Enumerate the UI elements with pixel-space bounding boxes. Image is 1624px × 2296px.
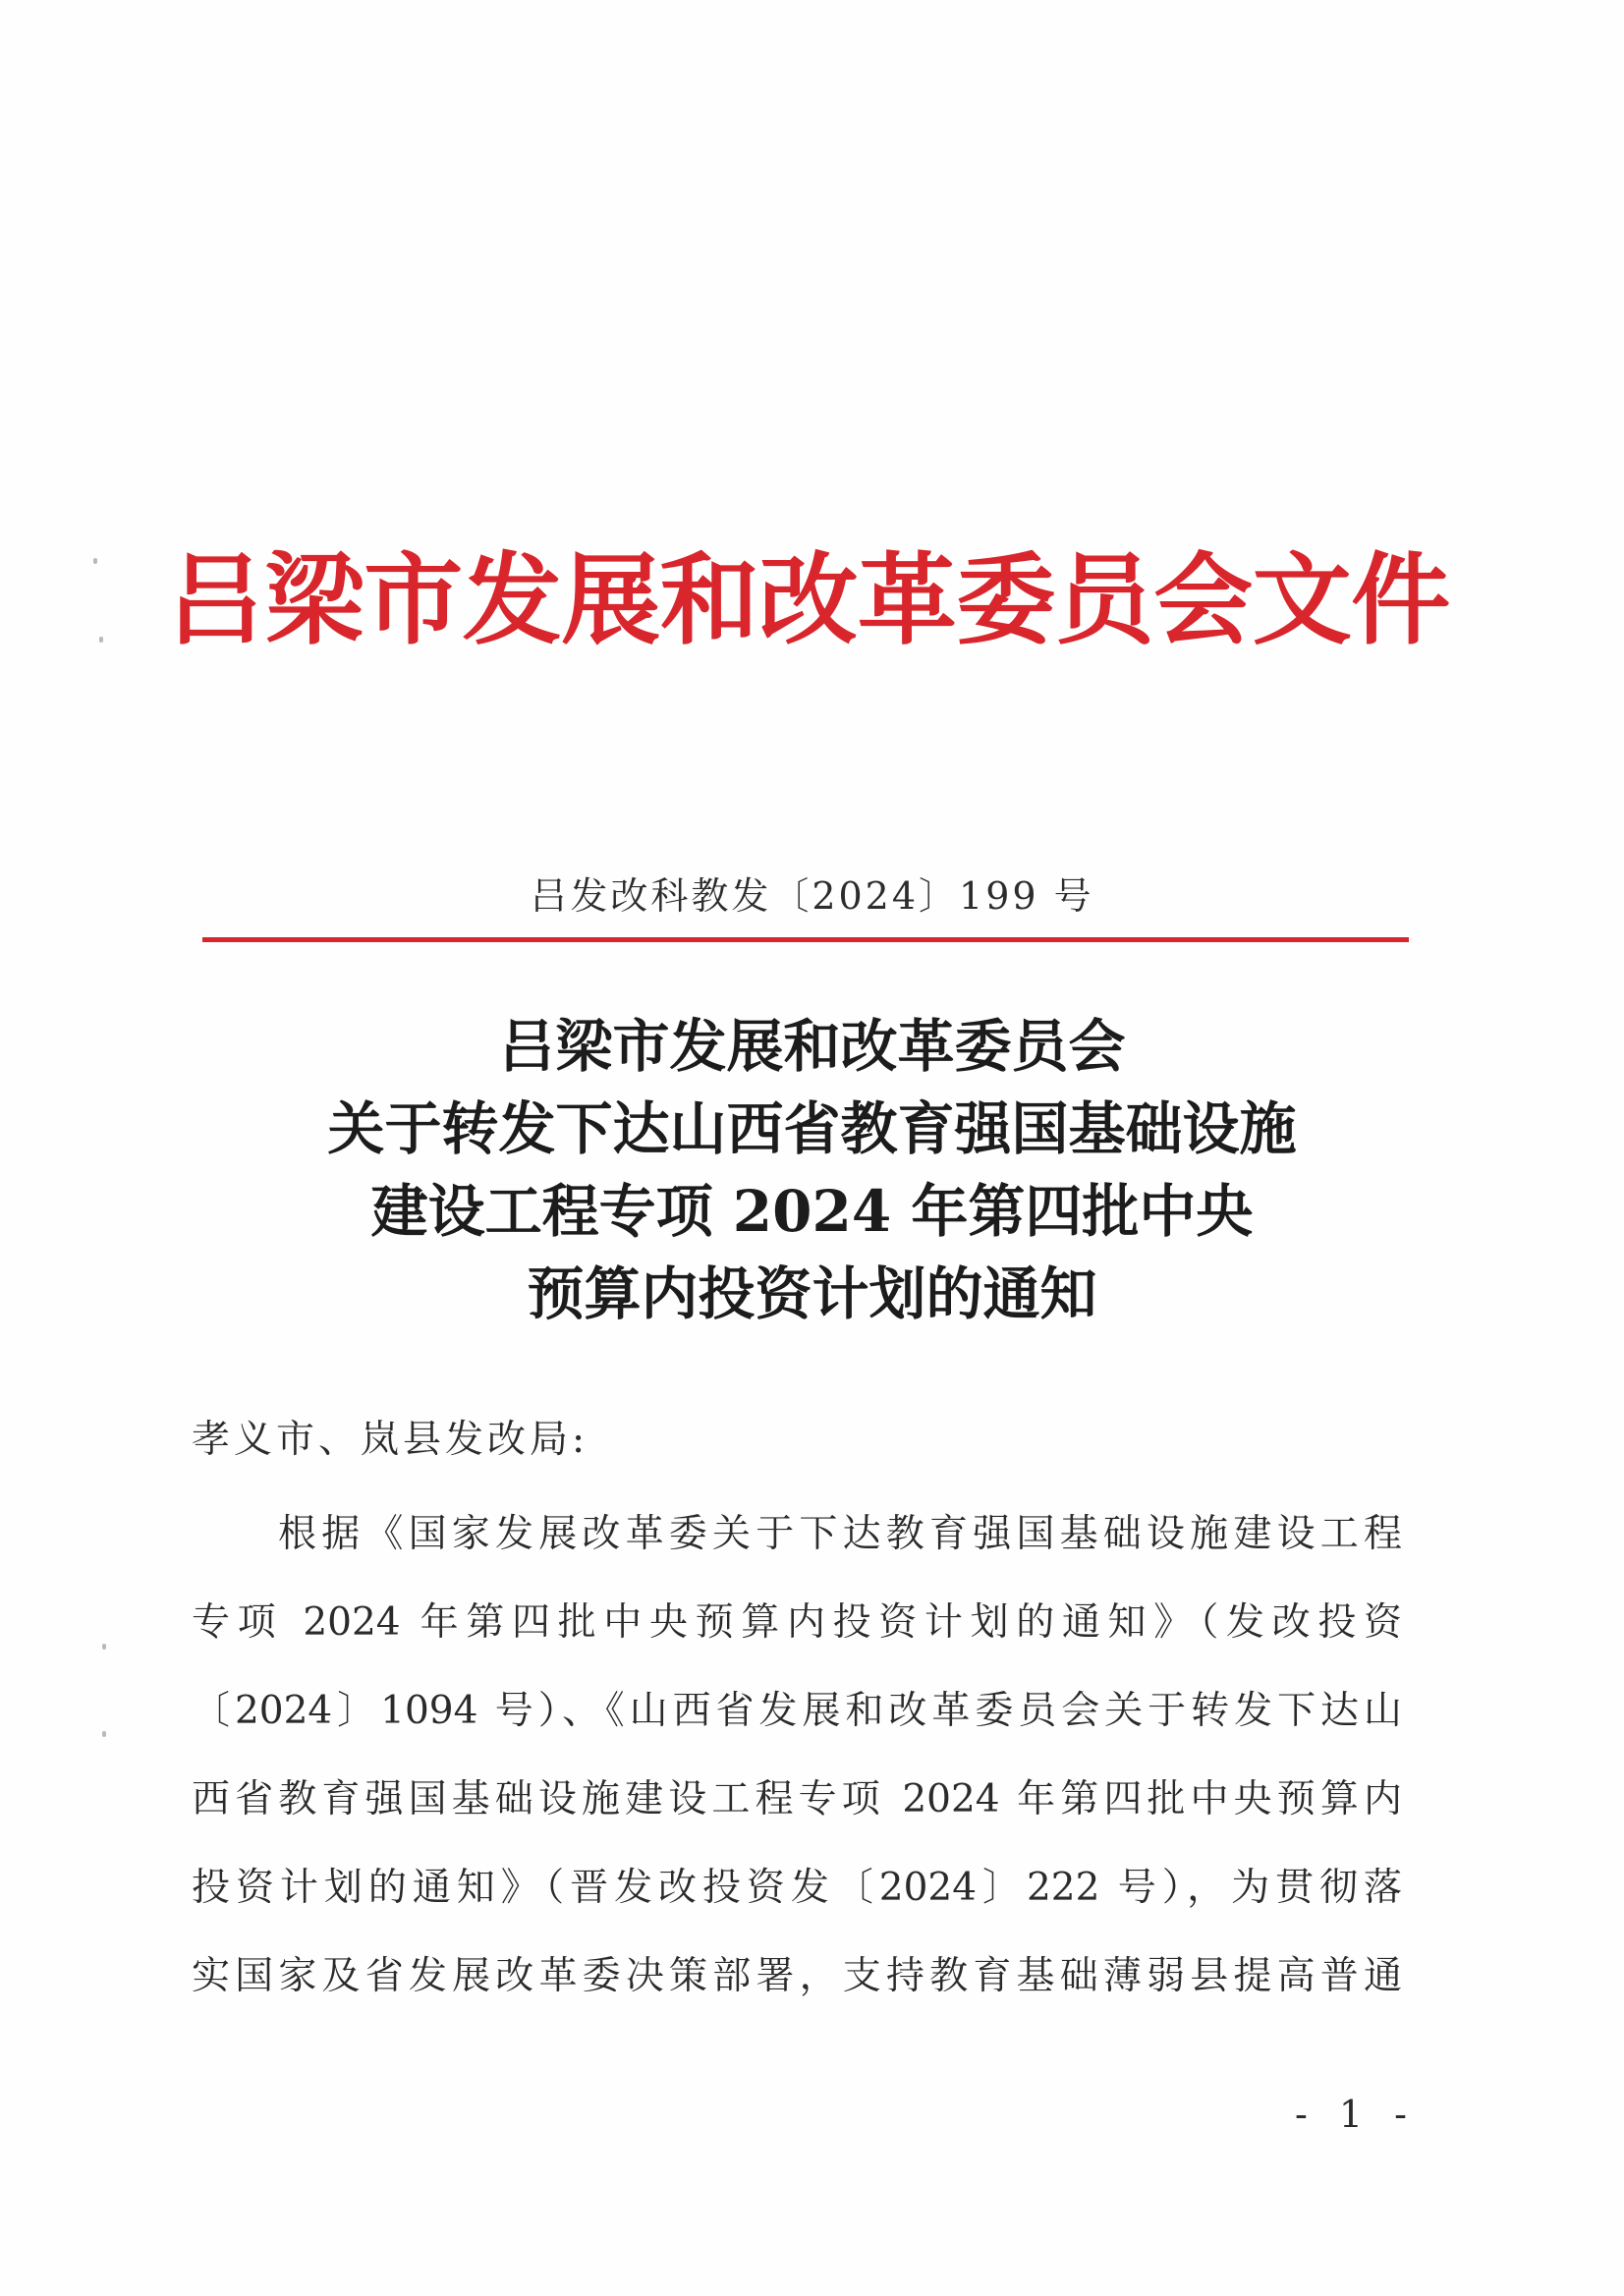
body-line: 西省教育强国基础设施建设工程专项 2024 年第四批中央预算内 xyxy=(192,1777,1402,1821)
body-paragraph xyxy=(192,1505,1402,2036)
notice-title-line: 吕梁市发展和改革委员会 xyxy=(498,1013,1126,1080)
notice-title-line: 关于转发下达山西省教育强国基础设施 xyxy=(327,1095,1297,1162)
body-line: 专项 2024 年第四批中央预算内投资计划的通知》（发改投资 xyxy=(192,1600,1402,1645)
scan-speck xyxy=(93,558,97,564)
issuing-authority-header: 吕梁市发展和改革委员会文件 xyxy=(166,541,1450,658)
addressee: 孝义市、岚县发改局: xyxy=(192,1418,589,1462)
scan-speck xyxy=(102,1731,106,1737)
body-line: 实国家及省发展改革委决策部署，支持教育基础薄弱县提高普通 xyxy=(192,1954,1402,1998)
notice-title xyxy=(0,1005,1624,1335)
body-line: 投资计划的通知》（晋发改投资发〔2024〕222 号），为贯彻落 xyxy=(192,1866,1402,1910)
notice-title-line: 预算内投资计划的通知 xyxy=(527,1260,1097,1327)
scan-speck xyxy=(102,1644,106,1650)
body-line: 根据《国家发展改革委关于下达教育强国基础设施建设工程 xyxy=(278,1512,1402,1556)
body-line: 〔2024〕1094 号）、《山西省发展和改革委员会关于转发下达山 xyxy=(192,1689,1402,1733)
notice-title-line: 建设工程专项 2024 年第四批中央 xyxy=(370,1178,1254,1245)
page-number: - 1 - xyxy=(1295,2093,1418,2136)
scan-speck xyxy=(99,637,103,643)
document-number: 吕发改科教发〔2024〕199 号 xyxy=(530,874,1094,918)
red-divider-line xyxy=(202,937,1409,942)
